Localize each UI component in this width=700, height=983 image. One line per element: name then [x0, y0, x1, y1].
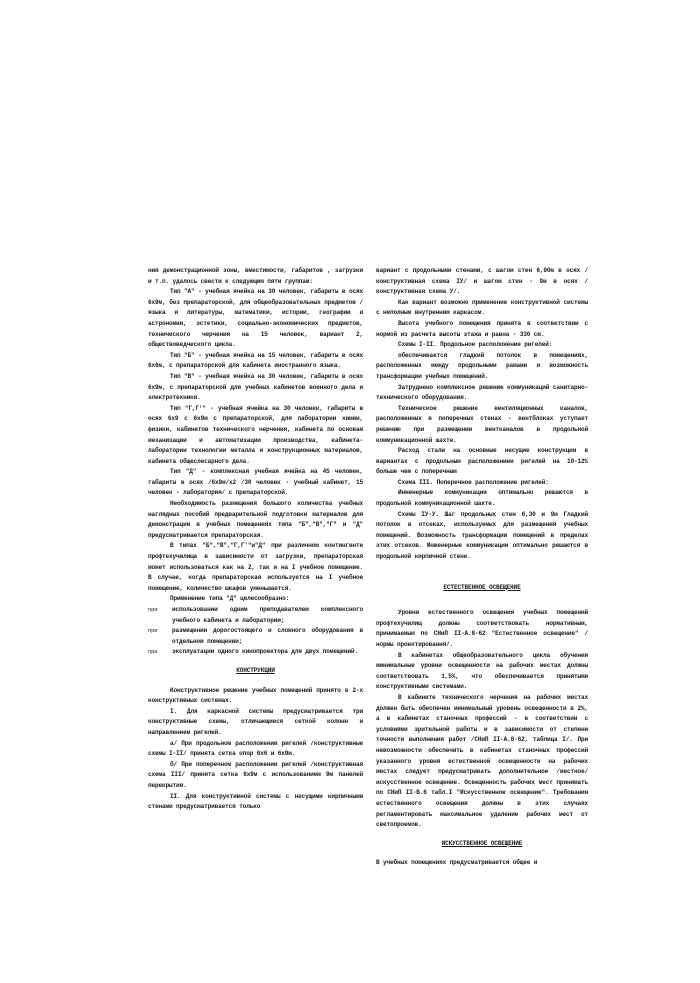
paragraph: обеспечивается гладкий потолок в помещениях, расположенных между продольными рамами и возможность трансформации учебных помещений.	[376, 351, 588, 380]
paragraph: II. Для конструктивной системы с несущими кирпичными стенами предусматривается только	[148, 792, 363, 811]
paragraph: Необходимость размещения большого количества учебных наглядных пособий предварительной подготовки материалов для демонстрации в учебных помещениях типа "Б","В","Г" и "Д" предусматривается препараторская.	[148, 500, 363, 539]
paragraph: Высота учебного помещения принята в соответствии с нормой из расчета высоты этажа и равна - 330 см.	[376, 319, 588, 338]
list-item: при эксплуатации одного кинопроектора для двух помещений.	[148, 648, 358, 656]
paragraph: а/ При продольном расположении ригелей /конструктивные схемы I-II/ принята сетка опор 6х6 и 6х9м.	[148, 739, 363, 758]
paragraph: б/ При поперечном расположении ригелей /конструктивная схема III/ принята сетка 6х9м с использованием 9м панелей перекрытия.	[148, 760, 363, 789]
paragraph: Расход стали на основные несущие конструкции в вариантах с продольным расположением ригелей на 10-12% больше чем с поперечным	[376, 447, 588, 476]
section-heading-artificial-lighting: ИСКУССТВЕННОЕ ОСВЕЩЕНИЕ	[441, 839, 523, 847]
paragraph: Тип "Б" - учебная ячейка на 15 человек, габариты в осях 6х6м, с препараторской для кабинета иностранного языка.	[148, 351, 363, 370]
list-item: при размещении дорогостоящего и сложного оборудования в отдельном помещении;	[148, 627, 363, 645]
paragraph: В типах "Б","В","Г,Г'"и"Д" при различном контингенте профтехучилища в зависимости от загрузки, препараторская может использоваться как на 2, так и на I учебное помещение. В случае, когда препараторская используется на I учебное помещение, количество шкафов уменьшается.	[148, 542, 363, 592]
section-heading-constructions: КОНСТРУКЦИИ	[236, 666, 275, 674]
paragraph: Техническое решение вентиляционных каналов, расположенных в поперечных стенах - вентблоках уступает решению при размещении вентканалов в продольной коммуникационной шахте.	[376, 404, 588, 444]
paragraph: Конструктивное решение учебных помещений принято в 2-х конструктивных системах.	[148, 686, 363, 705]
paragraph: Как вариант возможно применение конструктивной системы с неполным внутренним каркасом.	[376, 298, 588, 317]
paragraph: I. Для каркасной системы предусматривается три конструктивные схемы, отличающиеся сеткой колонн и направлением ригелей.	[148, 707, 363, 736]
paragraph: вариант с продольными стенами, с шагом стен 6,90м в осях /конструктивная схема IУ/ и шагом стен - 9м в осях /конструктивная схема У/.	[376, 267, 588, 296]
paragraph: Тип "А" - учебная ячейка на 30 человек, габариты в осях 6х9м, без препараторской, для общеобразовательных предметов /языка и литературы, математики, истории, географии и астрономии, эстетики, социально-экономических предметов, технического черчения на 15 человек, вариант 2, обществоведческого цикла.	[148, 288, 363, 349]
paragraph: Схемы I-II. Продольное расположение ригелей:	[398, 341, 553, 349]
list-item: при использовании одним преподавателем комплексного учебного кабинета и лаборатории;	[148, 606, 363, 624]
paragraph: Тип "Д" - комплексная учебная ячейка на 45 человек, габариты в осях /6х9м/х2 /30 человек - учебный кабинет, 15 человек - лаборатория/ с препараторской.	[148, 468, 363, 497]
paragraph: Схема III. Поперечное расположение ригелей:	[398, 478, 549, 486]
right-column	[376, 266, 588, 869]
paragraph: Схемы IУ-У. Шаг продольных стен 6,30 и 9м Гладкий потолок в отсеках, используемых для размещения учебных помещений. Возможность трансформации помещений в пределах этих отсеков. Инженерные коммуникации оптимально решаются в продольной кирпичной стене.	[376, 510, 588, 561]
paragraph: Затруднено комплексное решение коммуникаций санитарно-технического оборудования.	[376, 383, 588, 402]
paragraph: В кабинете технического черчения на рабочих местах должен быть обеспечен минимальный уровень освещенности в 2%, а в кабинетах станочных профессий - в соответствии с условиями зрительной работы и в зависимости от степени точности выполнения работ /СНиП II-А.8-62, таблица I/. При невозможности обеспечить в кабинетах станочных профессий указанного уровня естественной освещенности на рабочих местах следует предусматривать дополнительное /местное/ искусственное освещение. Освещенность рабочих мест принимать по СНиП II-В.6 табл.I "Искусственное освещение". Требования естественного освещения должны в этих случаях регламентировать максимальное удаление рабочих мест от светопроемов.	[376, 693, 588, 829]
paragraph: ния демонстрационной зоны, вместимости, габаритов , загрузки и т.п. удалось свести к следующим пяти группам:	[148, 267, 363, 285]
paragraph: Инженерные коммуникации оптимально решаются в продольной коммуникационной шахте.	[376, 489, 588, 508]
left-column	[148, 266, 363, 813]
paragraph: Тип "В" - учебная ячейка на 30 человек, габариты в осях 6х9м, с препараторской для учебных кабинетов военного дела и электротехники.	[148, 372, 363, 402]
paragraph: Тип "Г,Г'" - учебная ячейка на 30 человек, габариты в осях 6х9 с 6х9м с препараторской, для лаборатории химии, физики, кабинетов технического черчения, кабинета по основам механизации и автоматизации производства, кабинета-лаборатории технологии металла и конструкционных материалов, кабинета общеслесарного дела.	[148, 404, 363, 465]
paragraph: В учебных помещениях предусматривается общее и	[376, 859, 538, 867]
section-heading-natural-lighting: ЕСТЕСТВЕННОЕ ОСВЕЩЕНИЕ	[443, 583, 521, 591]
paragraph: В кабинетах общеобразовательного цикла обучения минимальные уровни освещенности на рабочих местах должны соответствовать 1,5%, что обеспечивается принятыми конструктивными системами.	[376, 651, 588, 691]
paragraph: Уровни естественного освещения учебных помещений профтехучилищ должны соответствовать нормативным, принимаемым по СНиП II-А.8-62 "Естественное освещение" /нормы проектирования/.	[376, 609, 588, 648]
paragraph: Применение типа "Д" целесообразно:	[170, 595, 290, 603]
